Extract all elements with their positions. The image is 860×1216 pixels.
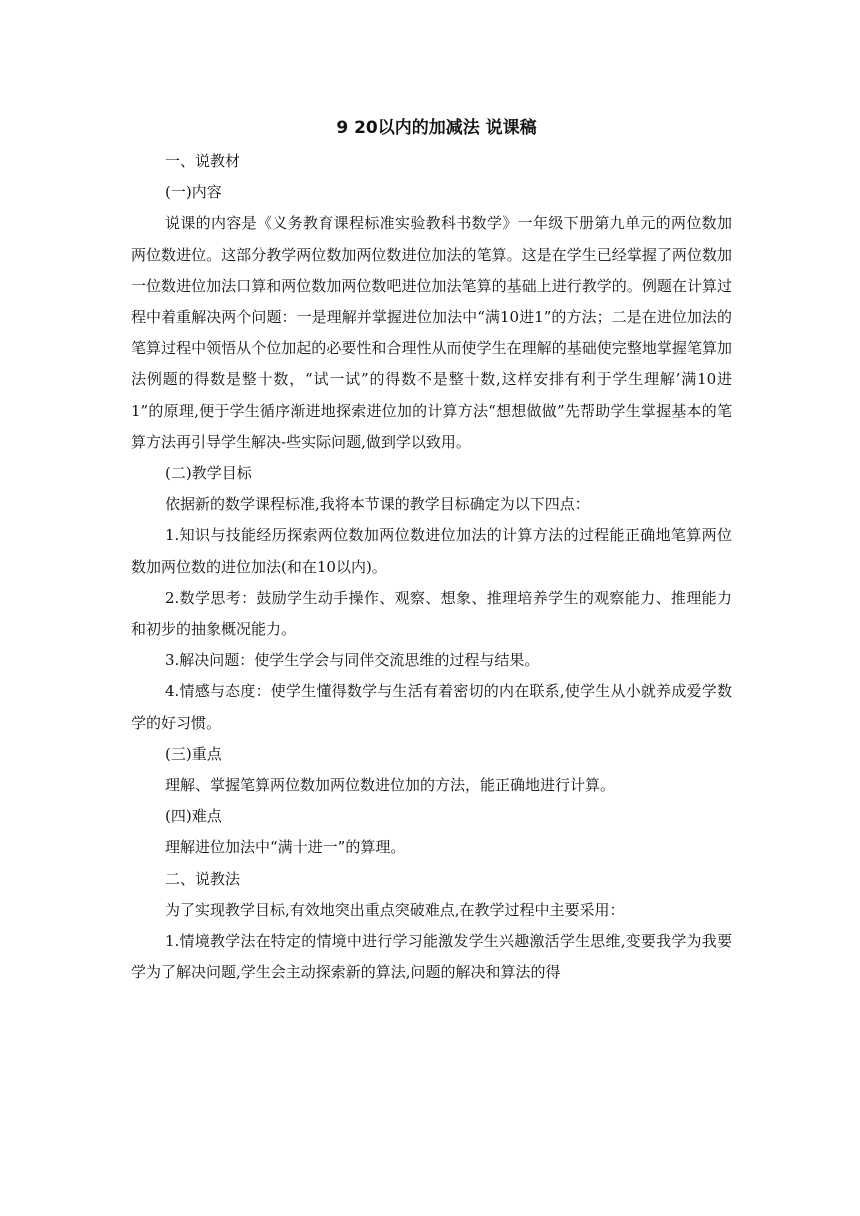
paragraph-keypoint-body: 理解、掌握笔算两位数加两位数进位加的方法，能正确地进行计算。 [165,776,616,795]
paragraph-goal-4: 4.情感与态度：使学生懂得数学与生活有着密切的内在联系,使学生从小就养成爱学数学的好习惯。 [131,682,732,732]
paragraph-goal-3: 3.解决问题：使学生学会与同伴交流思维的过程与结果。 [165,651,540,670]
document-body [131,146,732,988]
paragraph-goal-1: 1.知识与技能经历探索两位数加两位数进位加法的计算方法的过程能正确地笔算两位数加两位数的进位加法(和在10以内)。 [131,526,732,576]
paragraph-goal-2: 2.数学思考：鼓励学生动手操作、观察、想象、推理培养学生的观察能力、推理能力和初步的抽象概况能力。 [131,588,732,639]
paragraph-section-1-heading: 一、说教材 [165,152,241,170]
paragraph-difficulty-heading: (四)难点 [165,807,222,826]
document-title: 9 20以内的加减法 说课稿 [336,118,537,138]
paragraph-content-body: 说课的内容是《义务教育课程标准实验教科书数学》一年级下册第九单元的两位数加两位数进位。这部分教学两位数加两位数进位加法的笔算。这是在学生已经掌握了两位数加一位数进位加法口算和两位数加两位数吧进位加法笔算的基础上进行教学的。例题在计算过程中着重解决两个问题：一是理解并掌握进位加法中“满10进1”的方法；二是在进位加法的笔算过程中领悟从个位加起的必要性和合理性从而使学生在理解的基础使完整地掌握笔算加法例题的得数是整十数，“试一试”的得数不是整十数,这样安排有利于学生理解’满10进1”的原理,便于学生循序渐进地探索进位加的计算方法“想想做做”先帮助学生掌握基本的笔算方法再引导学生解决-些实际问题,做到学以致用。 [131,214,732,451]
paragraph-difficulty-body: 理解进位加法中“满十进一”的算理。 [165,838,406,857]
paragraph-goals-intro: 依据新的数学课程标准,我将本节课的教学目标确定为以下四点： [165,495,590,514]
paragraph-methods-intro: 为了实现教学目标,有效地突出重点突破难点,在教学过程中主要采用： [165,900,625,919]
paragraph-goals-heading: (二)教学目标 [165,464,252,483]
paragraph-keypoint-heading: (三)重点 [165,744,222,763]
paragraph-content-heading: (一)内容 [165,183,222,202]
paragraph-section-2-heading: 二、说教法 [165,869,241,888]
paragraph-method-1: 1.情境教学法在特定的情境中进行学习能激发学生兴趣激活学生思维,变要我学为我要学为了解决问题,学生会主动探索新的算法,问题的解决和算法的得 [131,932,732,982]
